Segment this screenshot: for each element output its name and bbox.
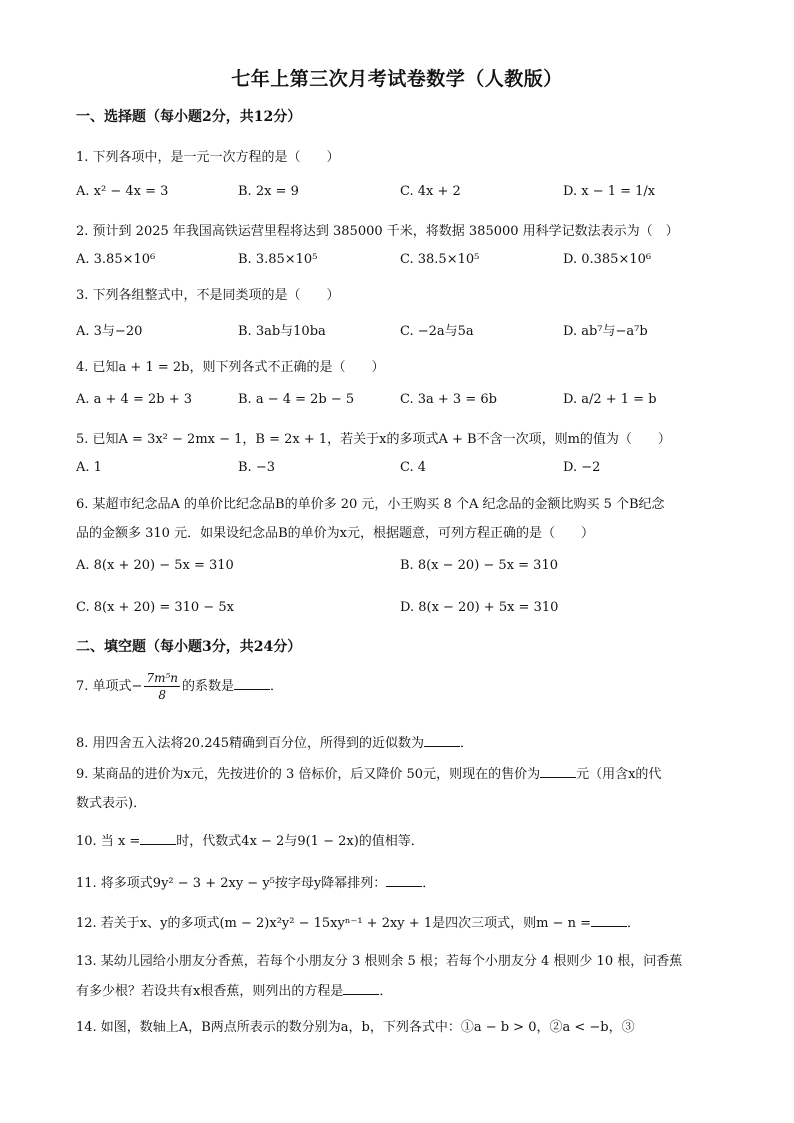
question-8-end: ． [460, 736, 474, 751]
question-10-suffix: 时，代数式4x − 2与9(1 − 2x)的值相等． [176, 834, 424, 849]
question-7-fraction [144, 672, 180, 701]
question-11 [76, 872, 435, 891]
question-2-stem: 2. 预计到 2025 年我国高铁运营里程将达到 385000 千米，将数据 385000 用科学记数法表示为（ ） [76, 224, 679, 239]
question-6-option-d: D. 8(x − 20) + 5x = 310 [400, 600, 559, 615]
question-2-option-d: D. 0.385×10⁶ [563, 252, 652, 267]
question-13-line1: 13. 某幼儿园给小朋友分香蕉，若每个小朋友分 3 根则余 5 根；若每个小朋友分 4 根则少 10 根，问香蕉 [76, 954, 683, 969]
question-4-stem: 4. 已知a + 1 = 2b，则下列各式不正确的是（ ） [76, 360, 385, 375]
question-13-prefix: 有多少根？若设共有x根香蕉，则列出的方程是 [76, 984, 344, 999]
question-8-text: 8. 用四舍五入法将20.245精确到百分位，所得到的近似数为 [76, 736, 425, 751]
question-4-option-a: A. a + 4 = 2b + 3 [76, 392, 193, 407]
question-9-prefix: 9. 某商品的进价为x元，先按进价的 3 倍标价，后又降价 50元，则现在的售价为 [76, 767, 541, 782]
question-4-option-d: D. a/2 + 1 = b [563, 392, 657, 407]
question-4-option-c: C. 3a + 3 = 6b [400, 392, 497, 407]
answer-blank [386, 874, 422, 887]
answer-blank [140, 832, 176, 845]
question-9-line2: 数式表示)． [76, 796, 147, 811]
question-3-option-d: D. ab⁷与−a⁷b [563, 324, 648, 339]
question-12-text: 12. 若关于x、y的多项式(m − 2)x²y² − 15xyⁿ⁻¹ + 2xy + 1是四次三项式，则m − n = [76, 916, 591, 931]
question-2-option-a: A. 3.85×10⁶ [76, 252, 156, 267]
question-7-end: ． [270, 679, 284, 694]
answer-blank [591, 914, 627, 927]
question-6-option-c: C. 8(x + 20) = 310 − 5x [76, 600, 234, 615]
question-7 [76, 672, 283, 701]
question-1-option-c: C. 4x + 2 [400, 184, 461, 199]
question-3-option-c: C. −2a与5a [400, 324, 474, 339]
page-title: 七年上第三次月考试卷数学（人教版） [231, 68, 563, 90]
question-1-option-b: B. 2x = 9 [238, 184, 299, 199]
question-11-end: ． [422, 876, 436, 891]
question-3-option-a: A. 3与−20 [76, 324, 143, 339]
question-9-line1 [76, 763, 661, 782]
question-11-text: 11. 将多项式9y² − 3 + 2xy − y⁵按字母y降幂排列： [76, 876, 387, 891]
section-heading-choice: 一、选择题（每小题2分，共12分） [76, 109, 302, 125]
fraction-numerator: 7m⁵n [146, 671, 179, 685]
question-10-prefix: 10. 当 x = [76, 834, 141, 849]
question-1-stem: 1. 下列各项中，是一元一次方程的是（ ） [76, 150, 340, 165]
question-5-option-c: C. 4 [400, 460, 427, 475]
question-8 [76, 732, 473, 751]
question-7-suffix: 的系数是 [182, 679, 235, 694]
question-7-prefix: 7. 单项式 [76, 679, 132, 694]
question-1-option-d: D. x − 1 = 1/x [563, 184, 656, 199]
answer-blank [424, 734, 460, 747]
question-6-option-b: B. 8(x − 20) − 5x = 310 [400, 558, 558, 573]
question-10 [76, 830, 424, 849]
question-3-stem: 3. 下列各组整式中，不是同类项的是（ ） [76, 288, 340, 303]
question-7-minus-sign: − [131, 679, 143, 694]
question-2-option-b: B. 3.85×10⁵ [238, 252, 318, 267]
question-12 [76, 912, 640, 931]
question-12-end: ． [626, 916, 640, 931]
question-5-option-d: D. −2 [563, 460, 601, 475]
question-13-line2 [76, 980, 392, 999]
section-heading-fill: 二、填空题（每小题3分，共24分） [76, 639, 302, 655]
question-2-option-c: C. 38.5×10⁵ [400, 252, 480, 267]
question-14: 14. 如图，数轴上A，B两点所表示的数分别为a，b，下列各式中：①a − b > 0，②a < −b，③ [76, 1020, 635, 1035]
question-3-option-b: B. 3ab与10ba [238, 324, 326, 339]
question-4-option-b: B. a − 4 = 2b − 5 [238, 392, 355, 407]
question-5-option-a: A. 1 [76, 460, 102, 475]
question-6-option-a: A. 8(x + 20) − 5x = 310 [76, 558, 234, 573]
answer-blank [343, 982, 379, 995]
question-5-stem: 5. 已知A = 3x² − 2mx − 1，B = 2x + 1，若关于x的多项式A + B不含一次项，则m的值为（ ） [76, 432, 671, 447]
fraction-denominator: 8 [158, 688, 167, 702]
question-1-option-a: A. x² − 4x = 3 [76, 184, 169, 199]
answer-blank [540, 765, 576, 778]
question-6-stem-line2: 品的金额多 310 元．如果设纪念品B的单价为x元，根据题意，可列方程正确的是（ ） [76, 526, 594, 541]
question-6-stem-line1: 6. 某超市纪念品A 的单价比纪念品B的单价多 20 元，小王购买 8 个A 纪念品的金额比购买 5 个B纪念 [76, 497, 665, 512]
question-5-option-b: B. −3 [238, 460, 275, 475]
answer-blank [234, 677, 270, 690]
question-9-suffix: 元（用含x的代 [576, 767, 662, 782]
question-13-end: ． [379, 984, 393, 999]
